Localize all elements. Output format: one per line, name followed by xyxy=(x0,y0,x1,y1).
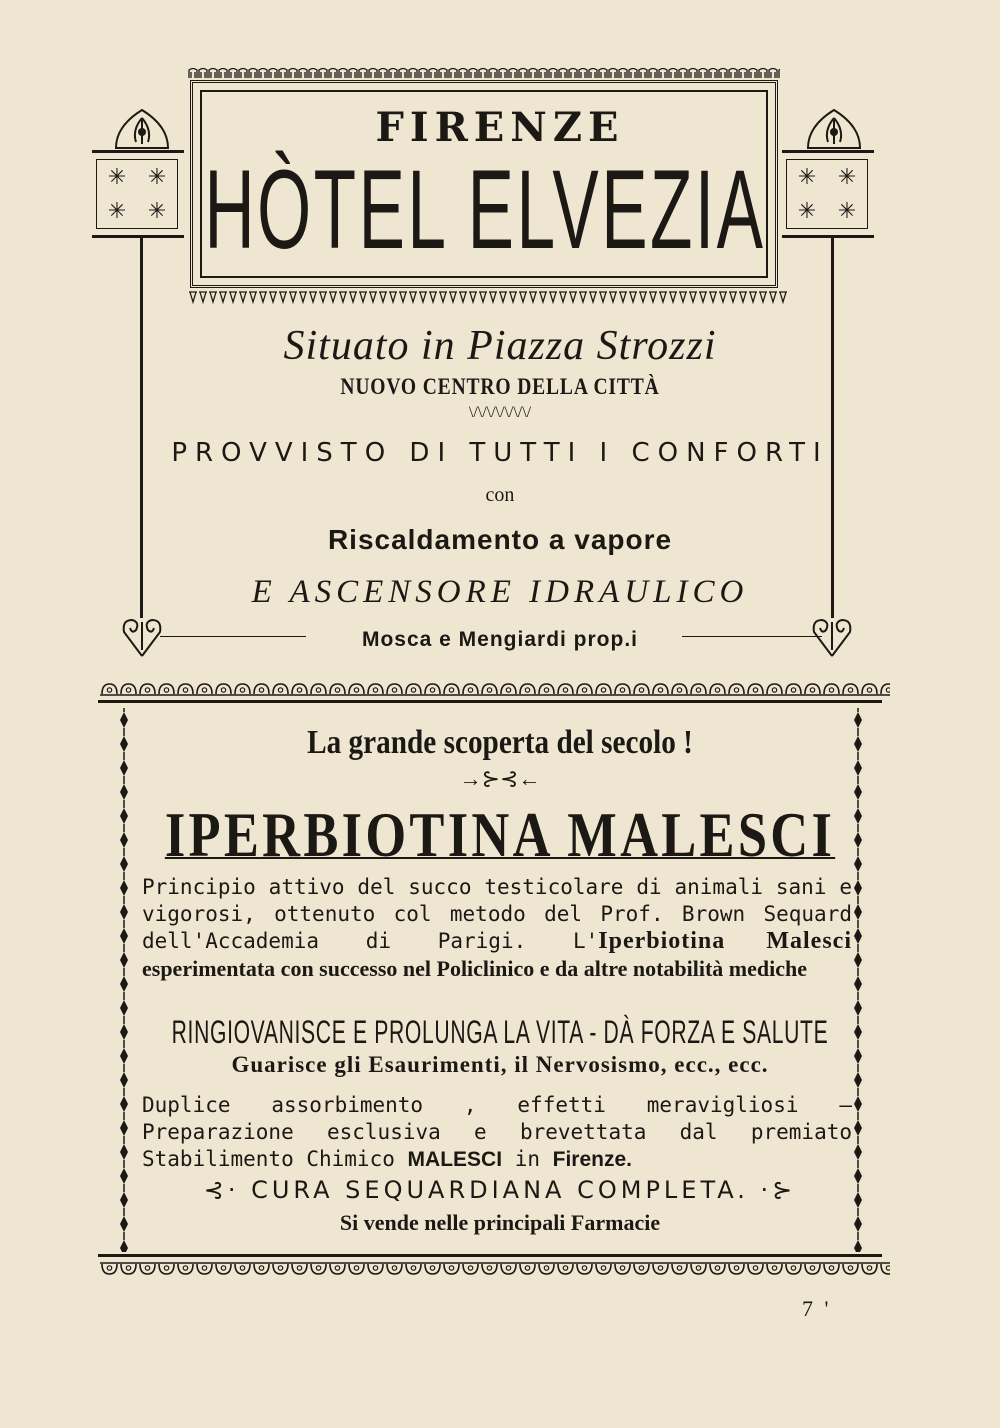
product-brand: IPERBIOTINA MALESCI xyxy=(164,799,836,870)
cure-line xyxy=(0,1176,1000,1204)
cure-text: CURA SEQUARDIANA COMPLETA. xyxy=(251,1176,749,1204)
right-star-panel: ✳ ✳ ✳ ✳ xyxy=(782,150,874,238)
hotel-name: HÒTEL ELVEZIA xyxy=(204,147,766,272)
preparation-in: in xyxy=(514,1147,540,1171)
hotel-con: con xyxy=(485,484,515,506)
owner-rule-right xyxy=(682,636,822,637)
left-star-panel: ✳ ✳ ✳ ✳ xyxy=(92,150,184,238)
product-description xyxy=(142,874,852,983)
brand-inline: Iperbiotina Malesci xyxy=(598,928,852,954)
hotel-comforts: PROVVISTO DI TUTTI I CONFORTI xyxy=(171,438,829,468)
right-flourish-icon: ·⊱ xyxy=(760,1176,797,1204)
left-flourish-icon: ⊰· xyxy=(203,1176,240,1204)
preparation-text: Duplice assorbimento , effetti meravigliosi — Preparazione esclusiva e brevettata dal premiato Stabilimento Chimico xyxy=(142,1093,852,1171)
slogan: RINGIOVANISCE E PROLUNGA LA VITA - DÀ FORZA E SALUTE xyxy=(171,1014,829,1050)
hotel-elevator: E ASCENSORE IDRAULICO xyxy=(251,574,749,610)
separator-rule-top xyxy=(98,700,882,703)
right-post xyxy=(831,238,834,618)
bottom-crest-ornament xyxy=(188,290,788,304)
hotel-heating: Riscaldamento a vapore xyxy=(327,524,673,555)
maker-city: Firenze. xyxy=(552,1148,632,1171)
separator-rule-bottom xyxy=(98,1254,882,1257)
description-text: Principio attivo del succo testicolare di animali sani e vigorosi, ottenuto col metodo del Prof. Brown Sequard dell'Accademia di Parigi. L' xyxy=(142,875,852,953)
hotel-subtitle: NUOVO CENTRO DELLA CITTÀ xyxy=(340,374,660,399)
sales-info: Si vende nelle principali Farmacie xyxy=(339,1210,661,1235)
loop-border-bottom xyxy=(100,1260,890,1282)
maker-name: MALESCI xyxy=(407,1148,503,1171)
top-crest-ornament xyxy=(188,66,780,78)
hotel-city: FIRENZE xyxy=(375,104,625,151)
left-post xyxy=(140,238,143,618)
ad-headline: La grande scoperta del secolo ! xyxy=(307,724,693,761)
page-number: 7 ' xyxy=(802,1296,832,1321)
hotel-location: Situato in Piazza Strozzi xyxy=(283,323,717,369)
cures-list: Guarisce gli Esaurimenti, il Nervosismo, ecc., ecc. xyxy=(231,1052,769,1077)
zigzag-divider: \/\/\/\/\/\/\/ xyxy=(468,404,532,421)
hotel-owners: Mosca e Mengiardi prop.i xyxy=(361,628,639,651)
loop-border-top xyxy=(100,678,890,700)
right-fleur-ornament xyxy=(804,106,864,150)
left-fleur-ornament xyxy=(112,106,172,150)
arrow-ornament: →⊱⊰← xyxy=(459,766,541,791)
description-bold-text: esperimentata con successo nel Policlinico e da altre notabilità mediche xyxy=(142,956,808,981)
preparation-info xyxy=(142,1092,852,1173)
